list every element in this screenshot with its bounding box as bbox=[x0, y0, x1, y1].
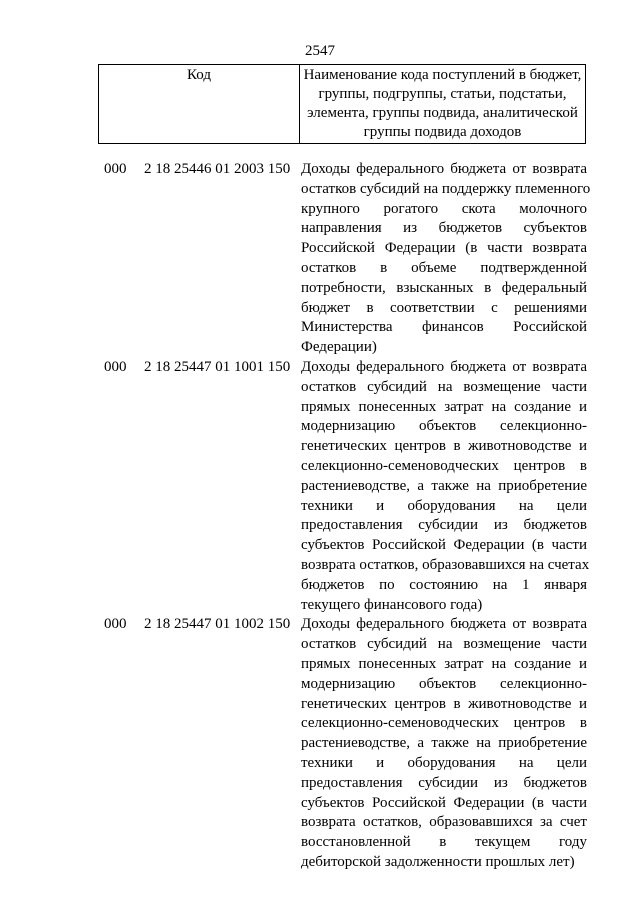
description-line: модернизацию объектов селекционно- bbox=[301, 675, 587, 692]
revenue-description bbox=[301, 358, 590, 615]
description-line: растениеводстве, а также на приобретение bbox=[301, 735, 587, 752]
description-line: Федерации) bbox=[301, 339, 377, 356]
description-line: Российской Федерации (в части возврата bbox=[301, 240, 587, 257]
description-line: бюджетов по состоянию на 1 января bbox=[301, 576, 587, 593]
description-line: селекционно-семеноводческих центров в bbox=[301, 457, 587, 474]
header-code-column: Код bbox=[99, 65, 300, 143]
description-line: прямых понесенных затрат на создание и bbox=[301, 398, 587, 415]
description-line: техники и оборудования на цели bbox=[301, 754, 587, 771]
description-line: Доходы федерального бюджета от возврата bbox=[301, 161, 587, 177]
description-line: генетических центров в животноводстве и bbox=[301, 438, 587, 455]
table-row bbox=[0, 615, 640, 872]
description-line: бюджет в соответствии с решениями bbox=[301, 299, 587, 316]
header-name-column: Наименование кода поступлений в бюджет, группы, подгруппы, статьи, подстатьи, элемента, группы подвида, аналитической группы подвида доходов bbox=[303, 67, 582, 140]
description-line: текущего финансового года) bbox=[301, 596, 483, 613]
admin-code: 000 bbox=[104, 161, 127, 177]
table-row bbox=[0, 358, 640, 615]
description-line: селекционно-семеноводческих центров в bbox=[301, 715, 587, 732]
description-line: модернизацию объектов селекционно- bbox=[301, 418, 587, 435]
description-line: остатков в объеме подтвержденной bbox=[301, 259, 587, 276]
description-line: крупного рогатого скота молочного bbox=[301, 200, 587, 217]
description-line: остатков субсидий на поддержку племенного bbox=[301, 180, 591, 197]
description-line: остатков субсидий на возмещение части bbox=[301, 636, 587, 653]
description-line: генетических центров в животноводстве и bbox=[301, 695, 587, 712]
description-line: предоставления субсидии из бюджетов bbox=[301, 517, 587, 534]
description-line: возврата остатков, образовавшихся на счетах bbox=[301, 556, 590, 573]
description-line: потребности, взысканных в федеральный bbox=[301, 279, 587, 296]
description-line: остатков субсидий на возмещение части bbox=[301, 378, 587, 395]
table-row bbox=[0, 160, 640, 358]
description-line: техники и оборудования на цели bbox=[301, 497, 587, 514]
description-line: субъектов Российской Федерации (в части bbox=[301, 794, 587, 811]
revenue-code: 2 18 25447 01 1002 150 bbox=[144, 616, 291, 633]
revenue-code: 2 18 25446 01 2003 150 bbox=[144, 161, 291, 177]
header-table bbox=[98, 64, 586, 144]
description-line: предоставления субсидии из бюджетов bbox=[301, 774, 587, 791]
revenue-code: 2 18 25447 01 1001 150 bbox=[144, 358, 291, 375]
description-line: направления из бюджетов субъектов bbox=[301, 220, 587, 237]
description-line: восстановленной в текущем году bbox=[301, 834, 587, 851]
revenue-description bbox=[301, 615, 587, 872]
description-line: Министерства финансов Российской bbox=[301, 319, 587, 336]
description-line: субъектов Российской Федерации (в части bbox=[301, 537, 587, 554]
admin-code: 000 bbox=[104, 358, 127, 375]
description-line: прямых понесенных затрат на создание и bbox=[301, 655, 587, 672]
revenue-description bbox=[301, 160, 591, 358]
page-number: 2547 bbox=[305, 43, 335, 59]
description-line: растениеводстве, а также на приобретение bbox=[301, 477, 587, 494]
revenue-code-list bbox=[0, 160, 640, 873]
description-line: дебиторской задолженности прошлых лет) bbox=[301, 853, 575, 870]
description-line: Доходы федерального бюджета от возврата bbox=[301, 358, 587, 375]
description-line: возврата остатков, образовавшихся за счет bbox=[301, 814, 587, 831]
description-line: Доходы федерального бюджета от возврата bbox=[301, 616, 587, 633]
admin-code: 000 bbox=[104, 616, 127, 633]
